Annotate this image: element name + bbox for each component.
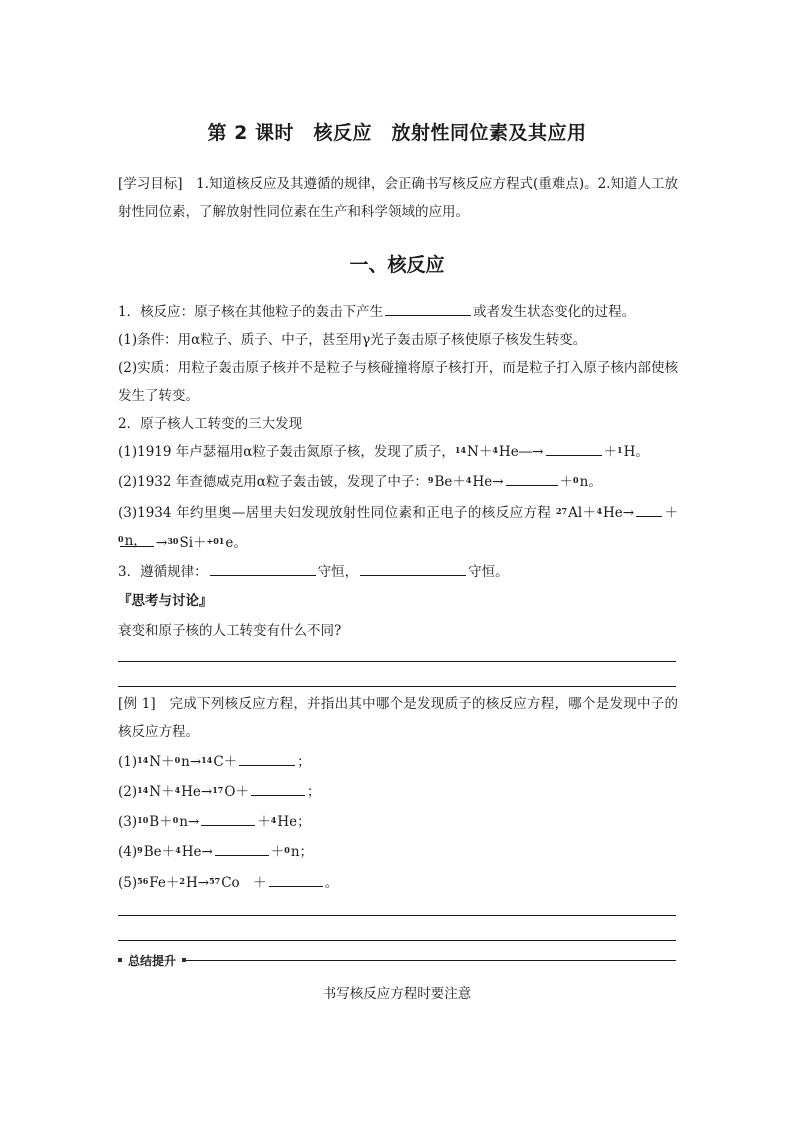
paragraph-conservation: 3．遵循规律： 守恒， 守恒。 <box>118 558 678 586</box>
paragraph-discovery-isotope-cont: →$^{30}$Si＋$^{+01}$e。 <box>118 529 678 557</box>
summary-note: 书写核反应方程时要注意 <box>322 986 472 1002</box>
answer-blank[interactable] <box>546 441 602 456</box>
divider-line <box>186 960 676 961</box>
discussion-label: 『思考与讨论』 <box>118 593 213 609</box>
paragraph-condition: (1)条件：用α粒子、质子、中子，甚至用γ光子轰击原子核使原子核发生转变。 <box>118 332 587 348</box>
answer-line[interactable] <box>118 940 676 941</box>
paragraph-discovery-neutron: (2)1932 年查德威克用α粒子轰击铍，发现了中子：$^9$Be＋$^4$He→ ＋$^0$n。 <box>118 468 678 496</box>
answer-blank[interactable] <box>251 781 305 796</box>
answer-blank[interactable] <box>269 872 323 887</box>
example-intro: [例 1] 完成下列核反应方程，并指出其中哪个是发现质子的核反应方程，哪个是发现中子的核反应方程。 <box>118 696 678 740</box>
example-equation-1: $(1)^{14}N+^0n\to^{14}C+$ ； <box>118 748 678 776</box>
example-equation-2: $(2)^{14}N+^4He\to^{17}O+$ ； <box>118 778 678 806</box>
answer-blank[interactable] <box>201 811 255 826</box>
paragraph-discoveries-heading: 2．原子核人工转变的三大发现 <box>118 416 303 432</box>
example-label: [例 1] <box>118 696 156 712</box>
objectives-text: 1.知道核反应及其遵循的规律，会正确书写核反应方程式(重难点)。2.知道人工放射性同位素，了解放射性同位素在生产和科学领域的应用。 <box>118 176 678 220</box>
section-heading: 一、核反应 <box>349 254 445 276</box>
answer-blank[interactable] <box>385 301 471 316</box>
answer-line[interactable] <box>118 915 676 916</box>
paragraph-definition: 1．核反应：原子核在其他粒子的轰击下产生 或者发生状态变化的过程。 <box>118 298 678 326</box>
example-equation-5: $(5)^{56}Fe+^2H\to^{57}Co$ ＋ 。 <box>118 869 678 897</box>
paragraph-discovery-isotope: (3)1934 年约里奥—居里夫妇发现放射性同位素和正电子的核反应方程 $^{27}$Al＋$^4$He→ ＋$^0$n， <box>118 499 678 555</box>
answer-blank[interactable] <box>215 841 269 856</box>
answer-blank[interactable] <box>239 751 295 766</box>
example-equation-3: $(3)^{10}B+^0n\to +^4He$； <box>118 808 678 836</box>
page-title: 第 2 课时 核反应 放射性同位素及其应用 <box>207 122 587 144</box>
example-equation-4: $(4)^9Be+^4He\to +^0n$； <box>118 838 678 866</box>
paragraph-discovery-proton: (1)1919 年卢瑟福用α粒子轰击氮原子核，发现了质子，$^{14}$N＋$^4$He―→ ＋$^1$H。 <box>118 438 678 466</box>
paragraph-essence: (2)实质：用粒子轰击原子核并不是粒子与核碰撞将原子核打开，而是粒子打入原子核内部使核发生了转变。 <box>118 360 678 404</box>
answer-blank[interactable] <box>636 502 662 517</box>
discussion-question: 衰变和原子核的人工转变有什么不同? <box>118 623 342 639</box>
objectives-label: [学习目标] <box>118 176 183 192</box>
learning-objectives <box>118 170 678 226</box>
answer-line[interactable] <box>118 661 676 662</box>
answer-blank[interactable] <box>120 532 154 547</box>
answer-blank[interactable] <box>506 471 558 486</box>
summary-divider <box>118 952 676 968</box>
answer-blank[interactable] <box>360 561 466 576</box>
answer-blank[interactable] <box>210 561 316 576</box>
summary-label: 总结提升 <box>128 953 177 968</box>
answer-line[interactable] <box>118 686 676 687</box>
